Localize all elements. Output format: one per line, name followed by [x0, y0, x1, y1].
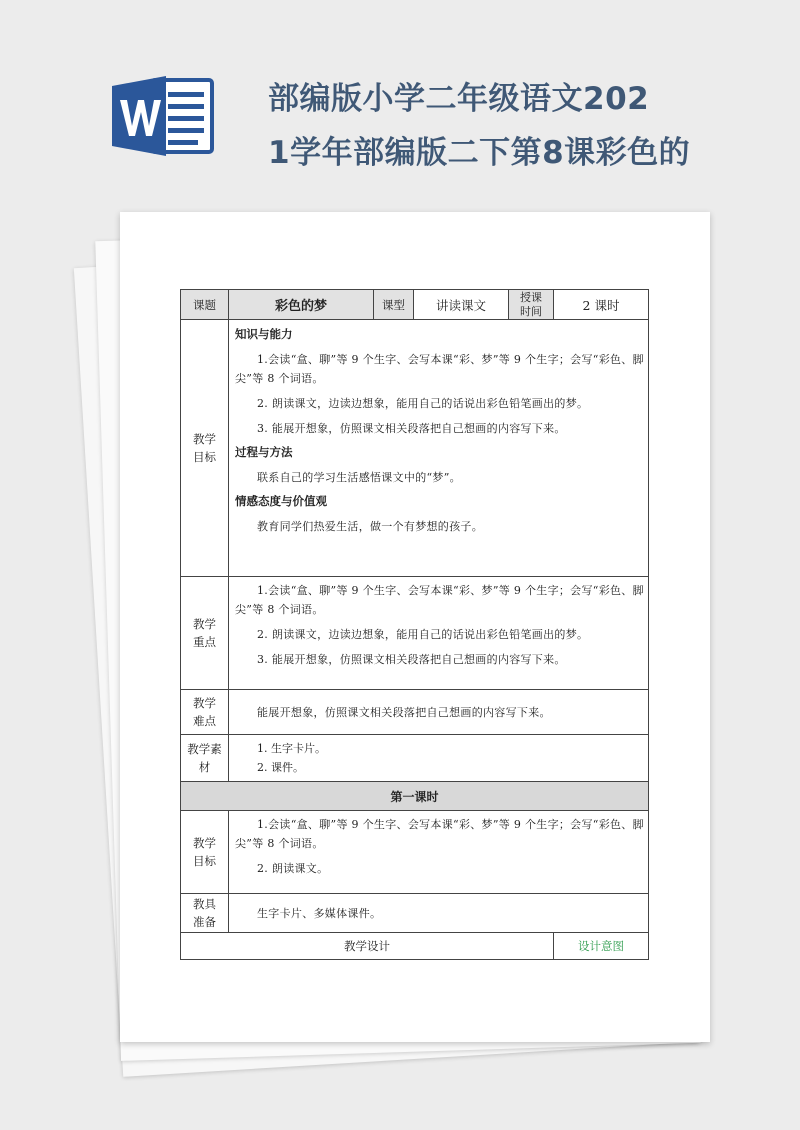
tools-label-line-1: 教具: [193, 897, 216, 911]
goals-label-line-2: 目标: [193, 450, 216, 464]
period-goals-row: [181, 811, 649, 894]
time-label-line-2: 时间: [520, 304, 542, 318]
difficulty-content: [229, 690, 649, 735]
key-point-paragraph: 3. 能展开想象，仿照课文相关段落把自己想画的内容写下来。: [257, 653, 566, 666]
difficulty-paragraph: 能展开想象，仿照课文相关段落把自己想画的内容写下来。: [257, 705, 551, 719]
section-title: 知识与能力: [235, 327, 293, 341]
type-value: 讲读课文: [414, 290, 509, 320]
period-goals-label-line-1: 教学: [193, 836, 216, 850]
key-points-label-line-1: 教学: [193, 617, 216, 631]
goals-row: [181, 320, 649, 577]
difficulty-label: [181, 690, 229, 735]
material-item: 2. 课件。: [257, 761, 304, 774]
goal-paragraph: 联系自己的学习生活感悟课文中的“梦”。: [257, 471, 461, 484]
tools-content: [229, 894, 649, 933]
goal-paragraph: 1.会读“盒、聊”等 9 个生字、会写本课“彩、梦”等 9 个生字；会写“彩色、脚尖”等 8 个词语。: [235, 353, 644, 385]
key-points-label: [181, 577, 229, 690]
material-item: 1. 生字卡片。: [257, 742, 326, 755]
document-title: [268, 72, 738, 180]
period-header-row: [181, 782, 649, 811]
period-goals-label-line-2: 目标: [193, 854, 216, 868]
materials-label-line-2: 材: [198, 760, 211, 774]
goals-label-line-1: 教学: [193, 432, 216, 446]
time-label: [509, 290, 554, 320]
key-point-paragraph: 2. 朗读课文，边读边想象，能用自己的话说出彩色铅笔画出的梦。: [257, 628, 589, 641]
document-title-line-1: 部编版小学二年级语文202: [268, 81, 650, 117]
key-points-label-line-2: 重点: [193, 635, 216, 649]
period-goal-paragraph: 1.会读“盒、聊”等 9 个生字、会写本课“彩、梦”等 9 个生字；会写“彩色、脚尖”等 8 个词语。: [235, 818, 644, 850]
tools-value: 生字卡片、多媒体课件。: [257, 906, 382, 920]
section-title: 过程与方法: [235, 445, 293, 459]
period-title: 第一课时: [181, 782, 649, 811]
type-label: 课型: [374, 290, 414, 320]
header-row: [181, 290, 649, 320]
document-title-line-2: 1学年部编版二下第8课彩色的: [268, 135, 691, 171]
lesson-plan-table: [180, 289, 649, 960]
period-goals-content: [229, 811, 649, 894]
goals-content: [229, 320, 649, 577]
design-header-row: [181, 933, 649, 960]
period-goal-paragraph: 2. 朗读课文。: [257, 862, 329, 875]
key-points-content: [229, 577, 649, 690]
tools-label-line-2: 准备: [193, 915, 216, 929]
difficulty-label-line-2: 难点: [193, 714, 216, 728]
design-label: 教学设计: [181, 933, 554, 960]
time-value: 2 课时: [554, 290, 649, 320]
materials-content: [229, 735, 649, 782]
difficulty-label-line-1: 教学: [193, 696, 216, 710]
key-points-row: [181, 577, 649, 690]
materials-label: [181, 735, 229, 782]
difficulty-row: [181, 690, 649, 735]
goal-paragraph: 教育同学们热爱生活，做一个有梦想的孩子。: [257, 520, 483, 533]
goal-paragraph: 3. 能展开想象，仿照课文相关段落把自己想画的内容写下来。: [257, 422, 566, 435]
time-label-line-1: 授课: [520, 290, 542, 304]
topic-label: 课题: [181, 290, 229, 320]
materials-row: [181, 735, 649, 782]
topic-value: 彩色的梦: [229, 290, 374, 320]
tools-label: [181, 894, 229, 933]
design-intent-label: 设计意图: [554, 933, 649, 960]
tools-row: [181, 894, 649, 933]
word-icon: [112, 74, 214, 158]
goal-paragraph: 2. 朗读课文，边读边想象，能用自己的话说出彩色铅笔画出的梦。: [257, 397, 589, 410]
section-title: 情感态度与价值观: [235, 494, 327, 508]
key-point-paragraph: 1.会读“盒、聊”等 9 个生字、会写本课“彩、梦”等 9 个生字；会写“彩色、脚尖”等 8 个词语。: [235, 584, 644, 616]
materials-label-line-1: 教学素: [187, 742, 222, 756]
goals-label: [181, 320, 229, 577]
period-goals-label: [181, 811, 229, 894]
